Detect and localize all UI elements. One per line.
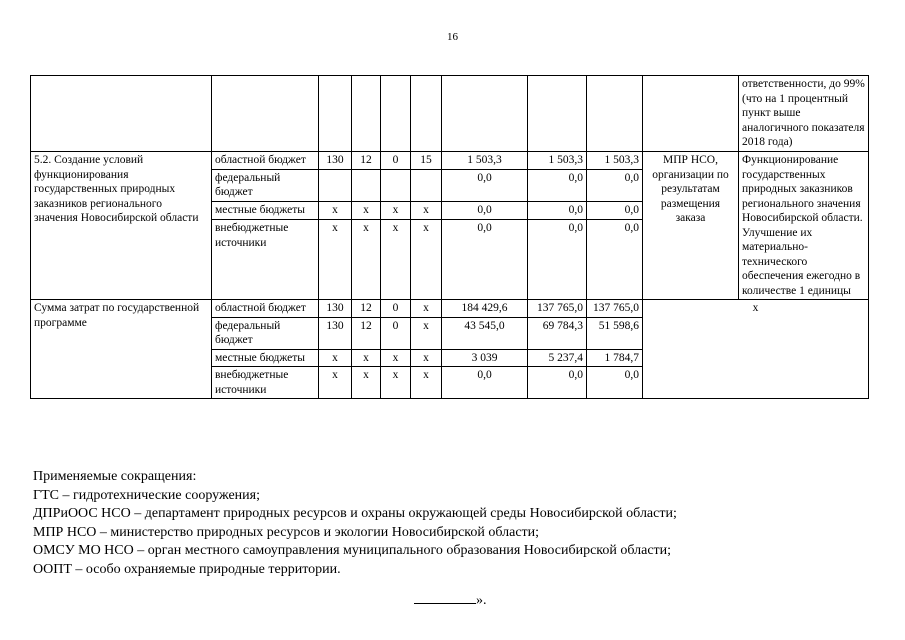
year3-cell: 0,0: [587, 169, 643, 201]
vr-cell: [411, 169, 442, 201]
table-row: [31, 300, 869, 318]
year1-cell: 43 545,0: [442, 317, 528, 349]
source-cell: областной бюджет: [212, 152, 319, 170]
grbs-cell: х: [319, 220, 352, 300]
executor-cell: МПР НСО, организации по результатам размещения заказа: [643, 152, 739, 300]
pr-cell: х: [381, 220, 411, 300]
source-cell: федеральный бюджет: [212, 317, 319, 349]
rz-cell: х: [352, 202, 381, 220]
grbs-cell: х: [319, 367, 352, 399]
abbreviations-block: [33, 468, 677, 579]
year2-cell: 0,0: [528, 220, 587, 300]
rz-cell: [352, 169, 381, 201]
measure-name-cell: 5.2. Создание условий функционирования государственных природных заказников регионального значения Новосибирской области: [31, 152, 212, 300]
rz-cell: 12: [352, 317, 381, 349]
year2-cell: 137 765,0: [528, 300, 587, 318]
pr-cell: 0: [381, 300, 411, 318]
year2-cell: 0,0: [528, 169, 587, 201]
source-cell: местные бюджеты: [212, 349, 319, 367]
vr-cell: х: [411, 300, 442, 318]
result-cell: х: [643, 300, 869, 399]
year1-cell: 1 503,3: [442, 152, 528, 170]
source-cell: областной бюджет: [212, 300, 319, 318]
pr-cell: 0: [381, 317, 411, 349]
year3-cell: 0,0: [587, 367, 643, 399]
abbreviation-item: ДПРиООС НСО – департамент природных ресурсов и охраны окружающей среды Новосибирской области;: [33, 506, 677, 521]
year1-cell: 0,0: [442, 169, 528, 201]
abbreviations-heading: Применяемые сокращения:: [33, 469, 197, 484]
abbreviation-item: ОМСУ МО НСО – орган местного самоуправления муниципального образования Новосибирской области;: [33, 543, 672, 558]
closing-mark: ».: [476, 593, 487, 608]
year1-cell: 3 039: [442, 349, 528, 367]
year3-cell: 1 784,7: [587, 349, 643, 367]
pr-cell: х: [381, 367, 411, 399]
result-cell: Функционирование государственных природных заказников регионального значения Новосибирской области. Улучшение их материально-технического обеспечения ежегодно в количестве 1 единицы: [739, 152, 869, 300]
pr-cell: х: [381, 202, 411, 220]
year2-cell: 1 503,3: [528, 152, 587, 170]
vr-cell: х: [411, 317, 442, 349]
year2-cell: 0,0: [528, 367, 587, 399]
source-cell: федеральный бюджет: [212, 169, 319, 201]
table-row: [31, 152, 869, 170]
grbs-cell: [319, 169, 352, 201]
pr-cell: х: [381, 349, 411, 367]
grbs-cell: 130: [319, 317, 352, 349]
grbs-cell: х: [319, 349, 352, 367]
year1-cell: 0,0: [442, 367, 528, 399]
year1-cell: 184 429,6: [442, 300, 528, 318]
source-cell: внебюджетные источники: [212, 367, 319, 399]
year1-cell: 0,0: [442, 220, 528, 300]
grbs-cell: х: [319, 202, 352, 220]
grbs-cell: 130: [319, 300, 352, 318]
page-number: 16: [447, 31, 458, 43]
year3-cell: 137 765,0: [587, 300, 643, 318]
vr-cell: х: [411, 367, 442, 399]
year2-cell: 69 784,3: [528, 317, 587, 349]
result-cell: ответственности, до 99% (что на 1 процентный пункт выше аналогичного показателя 2018 года): [739, 76, 869, 152]
rz-cell: х: [352, 349, 381, 367]
year1-cell: 0,0: [442, 202, 528, 220]
rz-cell: х: [352, 367, 381, 399]
closing-line: [414, 591, 487, 609]
year3-cell: 0,0: [587, 220, 643, 300]
rz-cell: 12: [352, 152, 381, 170]
total-name-cell: Сумма затрат по государственной программе: [31, 300, 212, 399]
year3-cell: 0,0: [587, 202, 643, 220]
source-cell: местные бюджеты: [212, 202, 319, 220]
vr-cell: х: [411, 202, 442, 220]
signature-blank: [414, 591, 476, 604]
abbreviation-item: ООПТ – особо охраняемые природные территории.: [33, 561, 341, 577]
grbs-cell: 130: [319, 152, 352, 170]
year2-cell: 0,0: [528, 202, 587, 220]
pr-cell: [381, 169, 411, 201]
abbreviation-item: ГТС – гидротехнические сооружения;: [33, 487, 260, 503]
pr-cell: 0: [381, 152, 411, 170]
budget-table: [30, 75, 869, 399]
rz-cell: 12: [352, 300, 381, 318]
abbreviation-item: МПР НСО – министерство природных ресурсов и экологии Новосибирской области;: [33, 524, 540, 540]
vr-cell: 15: [411, 152, 442, 170]
source-cell: внебюджетные источники: [212, 220, 319, 300]
year3-cell: 51 598,6: [587, 317, 643, 349]
rz-cell: х: [352, 220, 381, 300]
vr-cell: х: [411, 349, 442, 367]
vr-cell: х: [411, 220, 442, 300]
year2-cell: 5 237,4: [528, 349, 587, 367]
continuation-row: [31, 76, 869, 152]
year3-cell: 1 503,3: [587, 152, 643, 170]
